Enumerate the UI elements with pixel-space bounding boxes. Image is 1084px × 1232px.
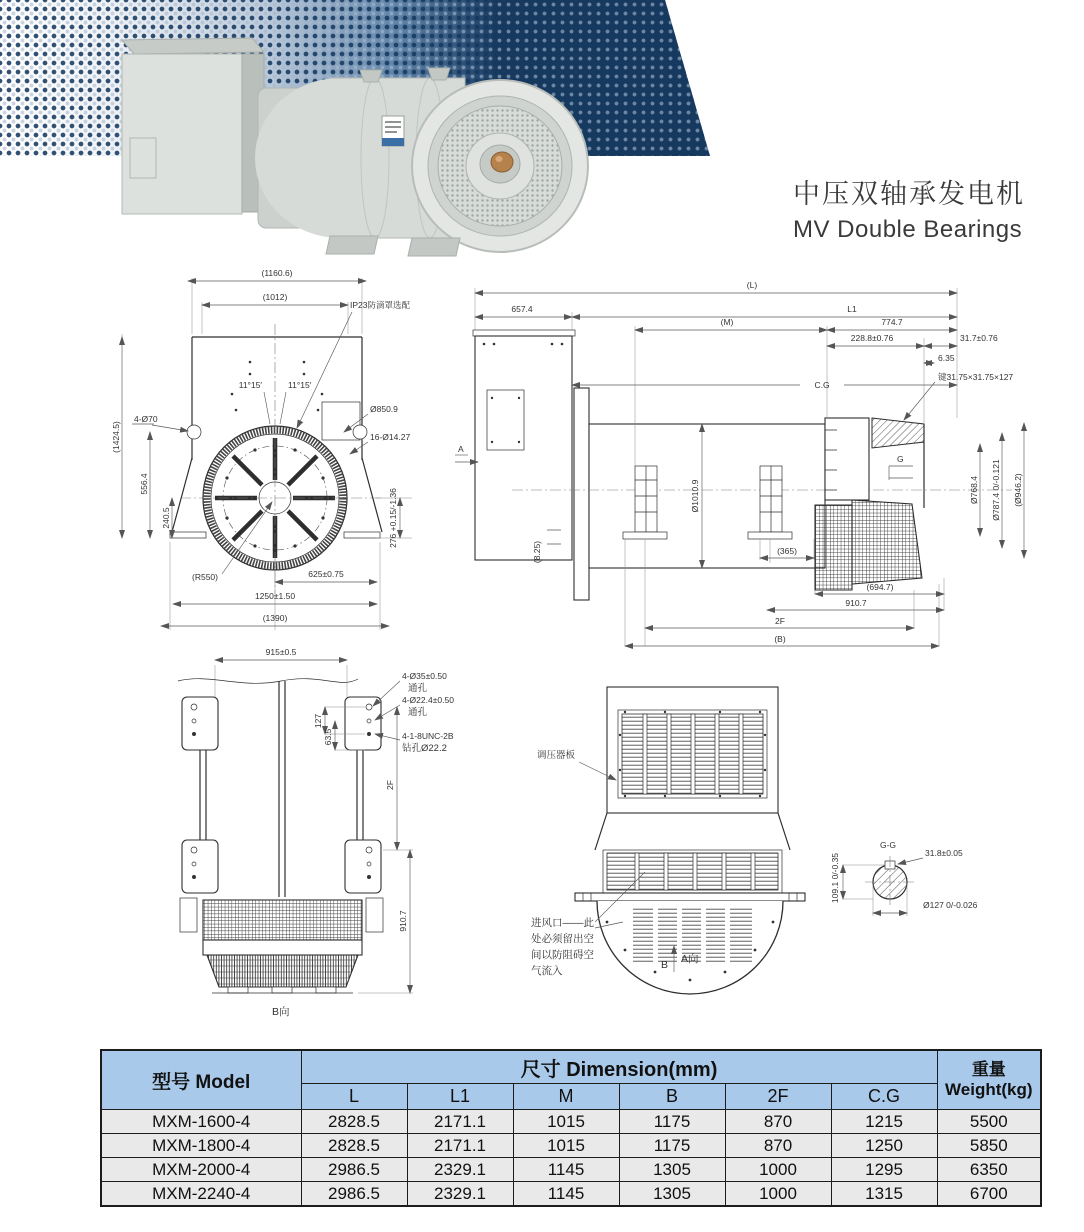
inlet-note: [531, 916, 594, 977]
cell: 2986.5: [301, 1158, 407, 1182]
dim-label: 63.5: [323, 728, 333, 746]
cell: 1175: [619, 1134, 725, 1158]
weight-header-en: Weight(kg): [945, 1080, 1033, 1099]
dim-label: 556.4: [139, 473, 149, 495]
side-tab-left: [180, 898, 197, 932]
fan-skirt: [207, 955, 358, 987]
cell: 1000: [725, 1182, 831, 1207]
cell: 1145: [513, 1158, 619, 1182]
dim-label: 11°15′: [238, 380, 262, 390]
inlet-note-line: 间以防阻碍空: [531, 949, 594, 961]
cell-model: MXM-1600-4: [101, 1110, 301, 1134]
dim-label: (1390): [262, 613, 288, 623]
col-header-M: M: [513, 1084, 619, 1110]
break-line: [178, 679, 358, 684]
dim-label: 通孔: [408, 683, 428, 694]
foot-pad-left: [170, 532, 206, 538]
fan-drum-right: [852, 500, 922, 584]
lifting-lug-1: [360, 70, 382, 82]
dim-label: 1250±1.50: [254, 591, 296, 601]
dim-label: 4-Ø35±0.50: [402, 671, 447, 681]
center-column: [279, 681, 285, 897]
dim-label: 31.7±0.76: [960, 333, 998, 343]
dim-label: 4-Ø70: [134, 414, 158, 424]
dim-label: Ø127 0/-0.026: [923, 900, 978, 910]
col-header-weight: [937, 1050, 1041, 1110]
dim-label: (8.25): [532, 540, 542, 564]
dim-label: (L): [746, 280, 758, 290]
cell: 1015: [513, 1110, 619, 1134]
dim-label: (1012): [262, 292, 288, 302]
foot-1: [326, 236, 378, 254]
inlet-note-line: 进风口——此: [531, 917, 594, 929]
lifting-hole-right: [353, 425, 367, 439]
inlet-note-line: 处必须留出空: [531, 933, 594, 945]
cell: 2171.1: [407, 1110, 513, 1134]
foot-pad-right: [344, 532, 380, 538]
dim-label: 31.8±0.05: [925, 848, 963, 858]
lifting-hole-left: [187, 425, 201, 439]
cell: 1175: [619, 1110, 725, 1134]
title-chinese: 中压双轴承发电机: [793, 179, 1025, 209]
cell-weight: 5500: [937, 1110, 1041, 1134]
cell-weight: 5850: [937, 1134, 1041, 1158]
bracket-bl: [182, 840, 218, 893]
dim-label: (1160.6): [261, 268, 293, 278]
terminal-box: [122, 54, 242, 214]
col-header-model: 型号 Model: [101, 1050, 301, 1110]
dim-label: 228.8±0.76: [850, 333, 894, 343]
generator-photo: [30, 18, 710, 258]
cell: 2828.5: [301, 1134, 407, 1158]
fan-mid-band: [203, 940, 362, 955]
drip-cover-note: IP23防滴罩选配: [350, 300, 410, 310]
fan-feet: [212, 987, 353, 993]
table-row: [101, 1134, 1041, 1158]
base-flange: [575, 893, 805, 901]
dim-label: 4-1-8UNC-2B: [402, 731, 454, 741]
bracket-tl: [182, 697, 218, 750]
col-header-2F: 2F: [725, 1084, 831, 1110]
cell: 2171.1: [407, 1134, 513, 1158]
title-english: MV Double Bearings: [793, 216, 1023, 243]
page-title: [793, 172, 1053, 244]
front-view-drawing: [112, 262, 452, 659]
cell-model: MXM-2000-4: [101, 1158, 301, 1182]
dim-label: 16-Ø14.27: [370, 432, 411, 442]
cell: 870: [725, 1110, 831, 1134]
dim-label: (B): [774, 634, 786, 644]
dim-label: L1: [847, 304, 857, 314]
flare-sides: [595, 813, 790, 850]
dim-label: 通孔: [408, 707, 428, 718]
cell-weight: 6700: [937, 1182, 1041, 1207]
weight-header-zh: 重量: [971, 1060, 1006, 1080]
dim-label: 钻孔Ø22.2: [402, 743, 447, 754]
table-row: [101, 1110, 1041, 1134]
cell-model: MXM-2240-4: [101, 1182, 301, 1207]
dim-label: 2F: [385, 780, 395, 790]
inlet-note-line: 气流入: [531, 965, 563, 977]
dim-label: (694.7): [866, 582, 894, 592]
cell: 1305: [619, 1182, 725, 1207]
foot-2: [408, 238, 460, 256]
col-header-L1: L1: [407, 1084, 513, 1110]
table-row: [101, 1158, 1041, 1182]
shaft-end: [491, 152, 513, 172]
lifting-lug-2: [428, 68, 450, 80]
box-cap: [473, 330, 575, 336]
dim-label: 910.7: [398, 910, 408, 932]
cell-model: MXM-1800-4: [101, 1134, 301, 1158]
key-note: 键31.75×31.75×127: [938, 372, 1014, 382]
adapter-panel: [574, 388, 589, 600]
dim-label: (R550): [192, 572, 218, 582]
cell: 1215: [831, 1110, 937, 1134]
cell: 1305: [619, 1158, 725, 1182]
dim-label: (1424.5): [112, 421, 121, 453]
dim-label: 127: [313, 713, 323, 729]
cell: 1315: [831, 1182, 937, 1207]
terminal-box-top: [122, 38, 264, 54]
dim-label: 625±0.75: [308, 569, 344, 579]
section-g: G: [897, 454, 904, 464]
table-row: [101, 1182, 1041, 1207]
rails: [200, 750, 363, 840]
dim-label: 774.7: [881, 317, 903, 327]
cell: 1295: [831, 1158, 937, 1182]
view-b-arrow-label: B: [661, 959, 669, 971]
dim-label: 11°15′: [288, 380, 312, 390]
dim-label: 6.35: [938, 353, 955, 363]
gg-label: G-G: [879, 840, 897, 850]
dim-label: 240.5: [161, 507, 171, 529]
dim-label: Ø768.4: [969, 476, 979, 504]
dim-label: 915±0.5: [265, 647, 297, 657]
dim-label: (365): [777, 546, 797, 556]
col-header-CG: C.G: [831, 1084, 937, 1110]
cell: 2828.5: [301, 1110, 407, 1134]
dim-label: 276 +0.15/-1.36: [388, 488, 398, 548]
bracket-tr: [345, 697, 381, 750]
dim-label: 4-Ø22.4±0.50: [402, 695, 454, 705]
dim-label: 657.4: [511, 304, 533, 314]
dim-label: Ø1010.9: [690, 479, 700, 513]
centerlines: [180, 324, 384, 594]
spec-table: [100, 1049, 1042, 1207]
col-header-L: L: [301, 1084, 407, 1110]
view-a-label: A: [458, 444, 464, 454]
regulator-label: 调压器板: [537, 750, 576, 761]
dim-label: (M): [720, 317, 734, 327]
dim-label: Ø787.4 0/-0.121: [991, 459, 1001, 521]
col-header-dimension: 尺寸 Dimension(mm): [301, 1050, 937, 1084]
generator-photo-illustration: [30, 18, 710, 258]
side-view-drawing: [452, 268, 1084, 669]
nameplate-stripe: [382, 138, 404, 146]
cell: 2329.1: [407, 1158, 513, 1182]
cell: 1145: [513, 1182, 619, 1207]
fan-band: [203, 900, 362, 940]
cell: 2329.1: [407, 1182, 513, 1207]
side-tab-right: [366, 898, 383, 932]
dim-label: 109.1 0/-0.35: [830, 852, 840, 904]
view-b-label: B向: [272, 1006, 290, 1018]
a-view-drawing: [495, 660, 1017, 1037]
cell: 1250: [831, 1134, 937, 1158]
cell-weight: 6350: [937, 1158, 1041, 1182]
col-header-B: B: [619, 1084, 725, 1110]
dim-label: (Ø946.2): [1013, 473, 1023, 507]
shaft-highlight: [496, 156, 503, 162]
cell: 870: [725, 1134, 831, 1158]
cell: 1000: [725, 1158, 831, 1182]
gg-section: [830, 840, 978, 916]
dim-label: 2F: [775, 616, 785, 626]
bracket-br: [345, 840, 381, 893]
view-a-label: A向: [681, 953, 699, 965]
fan-drum-left: [815, 505, 852, 590]
dim-label: C.G: [814, 380, 830, 390]
b-view-drawing: [150, 645, 480, 1042]
cell: 2986.5: [301, 1182, 407, 1207]
shaft-cone: [872, 418, 924, 448]
cell: 1015: [513, 1134, 619, 1158]
dim-label: Ø850.9: [370, 404, 398, 414]
dim-label: 910.7: [845, 598, 867, 608]
